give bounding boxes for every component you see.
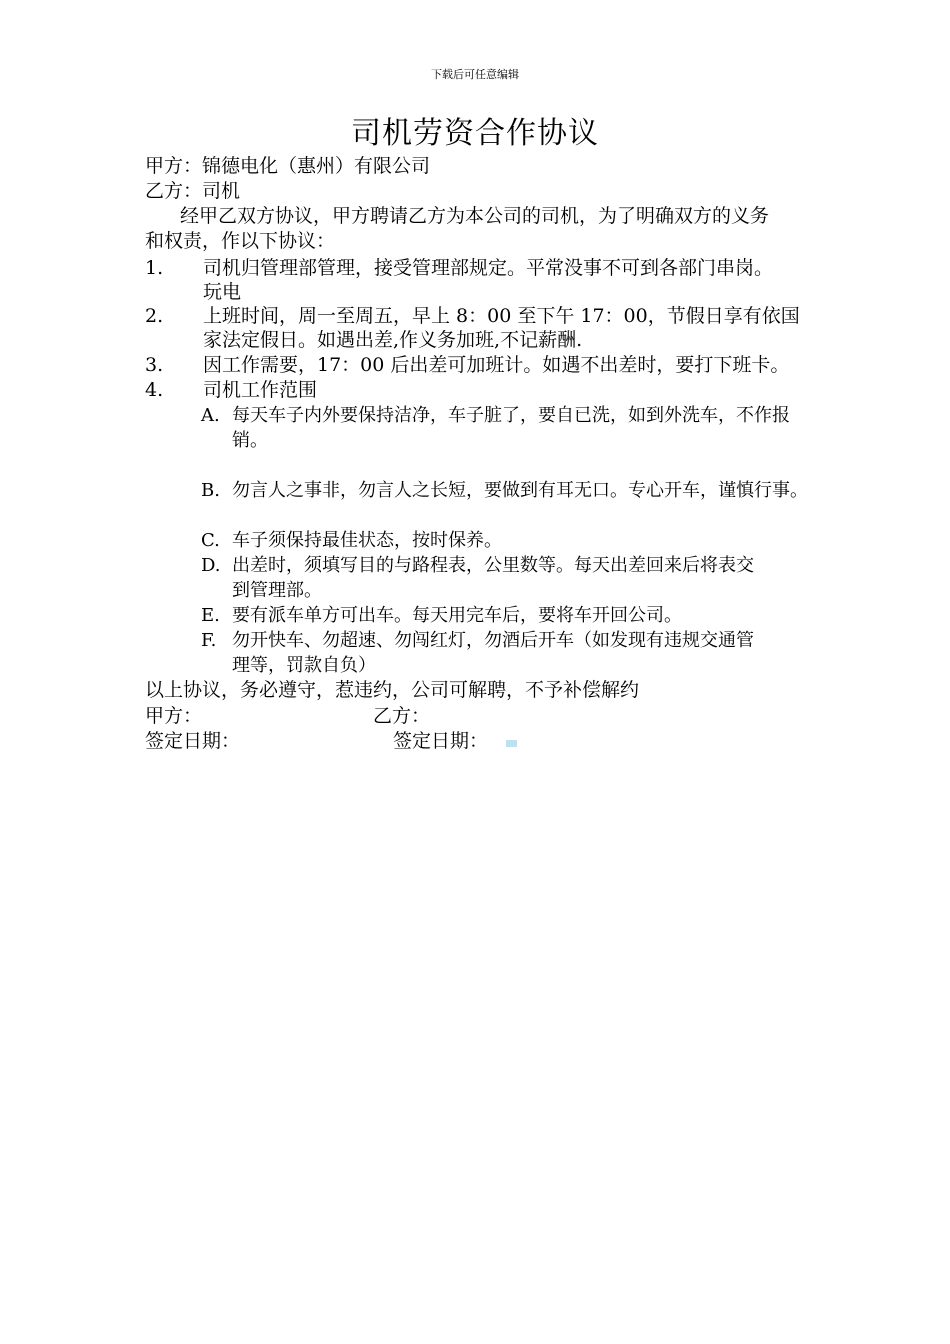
sub-item-text: 理等，罚款自负） <box>232 655 376 676</box>
item-number: 3. <box>145 354 164 376</box>
date-party-b: 签定日期： <box>393 730 489 752</box>
item-text: 司机工作范围 <box>203 379 318 401</box>
sub-item-text: 要有派车单方可出车。每天用完车后，要将车开回公司。 <box>232 605 682 626</box>
sub-item-letter: A. <box>201 405 220 426</box>
intro-line-2: 和权责，作以下协议： <box>145 230 336 252</box>
date-party-a: 签定日期： <box>145 730 241 752</box>
page-header: 下载后可任意编辑 <box>431 68 519 81</box>
sub-item-text: 销。 <box>232 430 268 451</box>
sub-item-text: 勿言人之事非，勿言人之长短，要做到有耳无口。专心开车，谨慎行事。 <box>232 480 808 501</box>
sub-item-letter: B. <box>201 480 220 501</box>
sub-item-text: 勿开快车、勿超速、勿闯红灯，勿酒后开车（如发现有违规交通管 <box>232 630 754 651</box>
sub-item-letter: C. <box>201 530 220 551</box>
sub-item-letter: D. <box>201 555 221 576</box>
sub-item-text: 每天车子内外要保持洁净，车子脏了，要自已洗，如到外洗车，不作报 <box>232 405 790 426</box>
party-a-line: 甲方：锦德电化（惠州）有限公司 <box>145 155 431 177</box>
sub-item-text: 到管理部。 <box>232 580 322 601</box>
item-number: 4. <box>145 379 164 401</box>
selection-marker <box>506 740 517 747</box>
party-b-line: 乙方：司机 <box>145 180 241 202</box>
item-text: 司机归管理部管理，接受管理部规定。平常没事不可到各部门串岗。 <box>203 257 774 279</box>
item-text: 家法定假日。如遇出差,作义务加班,不记薪酬. <box>203 329 583 351</box>
sign-party-b: 乙方： <box>373 705 431 727</box>
item-text: 上班时间，周一至周五，早上 8：00 至下午 17：00，节假日享有依国 <box>203 305 800 327</box>
sub-item-text: 出差时，须填写目的与路程表，公里数等。每天出差回来后将表交 <box>232 555 754 576</box>
item-number: 1. <box>145 257 164 279</box>
sub-item-letter: E. <box>201 605 220 626</box>
item-text: 玩电 <box>203 281 242 303</box>
sub-item-text: 车子须保持最佳状态，按时保养。 <box>232 530 502 551</box>
closing-line: 以上协议，务必遵守，惹违约，公司可解聘，不予补偿解约 <box>145 679 640 701</box>
item-text: 因工作需要，17：00 后出差可加班计。如遇不出差时，要打下班卡。 <box>203 354 790 376</box>
intro-line-1: 经甲乙双方协议，甲方聘请乙方为本公司的司机，为了明确双方的义务 <box>180 205 770 227</box>
sign-party-a: 甲方： <box>145 705 203 727</box>
sub-item-letter: F. <box>201 630 217 651</box>
item-number: 2. <box>145 305 164 327</box>
page-title: 司机劳资合作协议 <box>351 116 599 151</box>
